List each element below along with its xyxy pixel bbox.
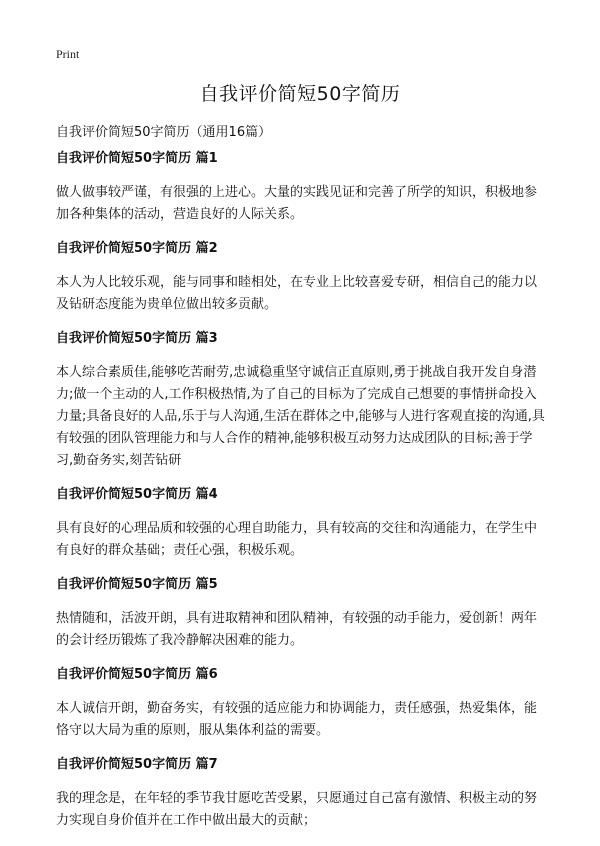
section-heading: 自我评价简短50字简历 篇5 <box>56 577 218 592</box>
section-body: 本人综合素质佳,能够吃苦耐劳,忠诚稳重坚守诚信正直原则,勇于挑战自我开发自身潜力;做一个主动的人,工作积极热情,为了自己的目标为了完成自己想要的事情拼命投入力量;具备良好的人品,乐于与人沟通,生活在群体之中,能够与人进行客观直接的沟通,具有较强的团队管理能力和与人合作的精神,能够积极互动努力达成团队的目标;善于学习,勤奋务实,刻苦钻研 <box>56 365 545 468</box>
section-heading: 自我评价简短50字简历 篇1 <box>56 151 218 166</box>
page-title: 自我评价简短50字简历 <box>199 83 401 105</box>
section-heading: 自我评价简短50字简历 篇3 <box>56 331 218 346</box>
section-2 <box>56 240 546 316</box>
section-body: 本人为人比较乐观，能与同事和睦相处，在专业上比较喜爱专研，相信自己的能力以及钻研态度能为贵单位做出较多贡献。 <box>56 275 538 312</box>
section-heading: 自我评价简短50字简历 篇4 <box>56 487 218 502</box>
section-body: 我的理念是，在年轻的季节我甘愿吃苦受累，只愿通过自己富有激情、积极主动的努力实现自身价值并在工作中做出最大的贡献； <box>56 791 538 828</box>
document-subtitle: 自我评价简短50字简历（通用16篇） <box>56 125 272 140</box>
section-6 <box>56 666 546 742</box>
section-1 <box>56 150 546 226</box>
section-body: 具有良好的心理品质和较强的心理自助能力，具有较高的交往和沟通能力，在学生中有良好的群众基础；责任心强，积极乐观。 <box>56 521 538 558</box>
section-heading: 自我评价简短50字简历 篇7 <box>56 757 218 772</box>
section-5 <box>56 576 546 652</box>
section-3 <box>56 330 546 472</box>
section-body: 本人诚信开朗，勤奋务实，有较强的适应能力和协调能力，责任感强，热爱集体，能恪守以大局为重的原则，服从集体利益的需要。 <box>56 701 538 738</box>
section-4 <box>56 486 546 562</box>
sections-container <box>56 150 546 846</box>
print-link[interactable]: Print <box>56 47 80 61</box>
section-heading: 自我评价简短50字简历 篇6 <box>56 667 218 682</box>
section-body: 热情随和，活波开朗，具有进取精神和团队精神，有较强的动手能力，爱创新！两年的会计经历锻炼了我冷静解决困难的能力。 <box>56 611 538 648</box>
section-body: 做人做事较严谨，有很强的上进心。大量的实践见证和完善了所学的知识，积极地参加各种集体的活动，营造良好的人际关系。 <box>56 185 538 222</box>
section-7 <box>56 756 546 832</box>
section-heading: 自我评价简短50字简历 篇2 <box>56 241 218 256</box>
